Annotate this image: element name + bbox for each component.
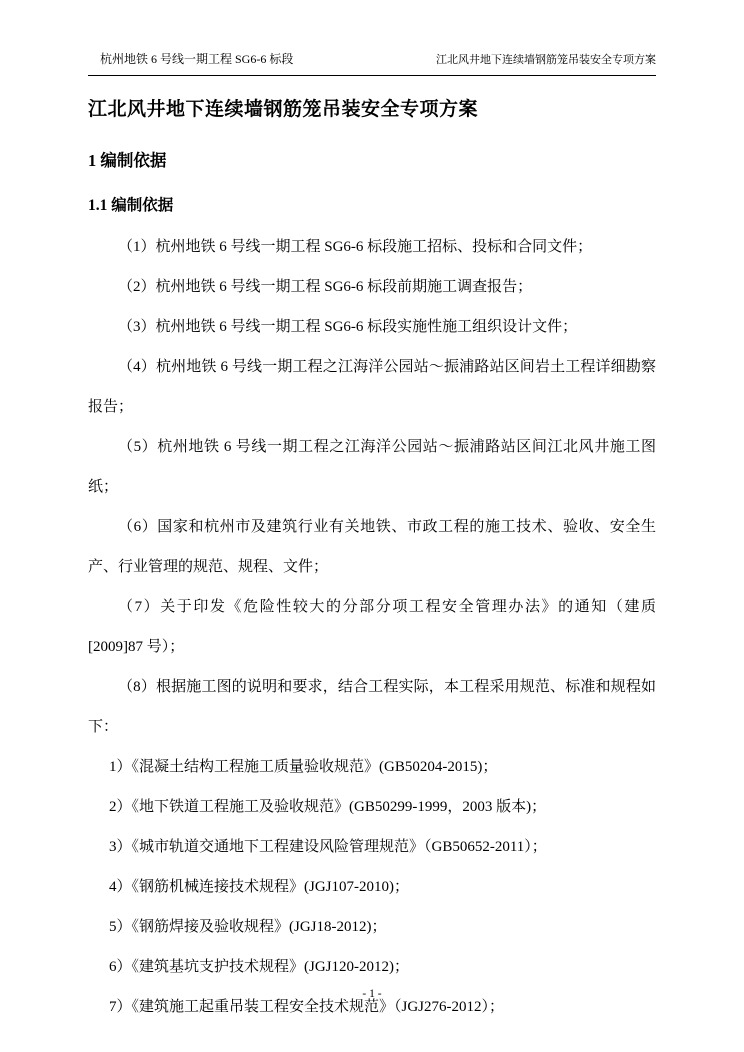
document-title: 江北风井地下连续墙钢筋笼吊装安全专项方案 xyxy=(88,99,479,120)
list-item: 7）《建筑施工起重吊装工程安全技术规范》（JGJ276-2012）； xyxy=(109,999,505,1015)
paragraph: （2）杭州地铁 6 号线一期工程 SG6-6 标段前期施工调查报告； xyxy=(118,279,533,295)
paragraph: （5）杭州地铁 6 号线一期工程之江海洋公园站～振浦路站区间江北风井施工图纸； xyxy=(88,439,656,495)
paragraph: （8）根据施工图的说明和要求，结合工程实际，本工程采用规范、标准和规程如下： xyxy=(88,679,656,735)
list-item: 3）《城市轨道交通地下工程建设风险管理规范》（GB50652-2011）； xyxy=(109,839,547,855)
subsection-heading: 1.1 编制依据 xyxy=(88,197,174,214)
paragraph: （4）杭州地铁 6 号线一期工程之江海洋公园站～振浦路站区间岩土工程详细勘察报告； xyxy=(88,359,656,415)
header-right-text: 江北风井地下连续墙钢筋笼吊装安全专项方案 xyxy=(436,54,656,66)
list-item: 2）《地下铁道工程施工及验收规范》(GB50299-1999，2003 版本)； xyxy=(109,799,547,815)
list-item: 4）《钢筋机械连接技术规程》(JGJ107-2010)； xyxy=(109,879,409,895)
list-item: 1）《混凝土结构工程施工质量验收规范》(GB50204-2015)； xyxy=(109,759,498,775)
page-number: - 1 - xyxy=(362,988,382,1000)
paragraph: （1）杭州地铁 6 号线一期工程 SG6-6 标段施工招标、投标和合同文件； xyxy=(118,239,593,255)
list-item: 5）《钢筋焊接及验收规程》(JGJ18-2012)； xyxy=(109,919,387,935)
paragraph: （6）国家和杭州市及建筑行业有关地铁、市政工程的施工技术、验收、安全生产、行业管理的规范、规程、文件； xyxy=(88,519,656,575)
list-item: 6）《建筑基坑支护技术规程》(JGJ120-2012)； xyxy=(109,959,409,975)
section-heading: 1 编制依据 xyxy=(88,151,167,170)
page-header xyxy=(88,50,656,76)
paragraph: （7）关于印发《危险性较大的分部分项工程安全管理办法》的通知（建质[2009]87 号）； xyxy=(88,599,656,655)
paragraph: （3）杭州地铁 6 号线一期工程 SG6-6 标段实施性施工组织设计文件； xyxy=(118,319,578,335)
header-left-text: 杭州地铁 6 号线一期工程 SG6-6 标段 xyxy=(100,52,294,66)
document-body xyxy=(88,227,656,1027)
